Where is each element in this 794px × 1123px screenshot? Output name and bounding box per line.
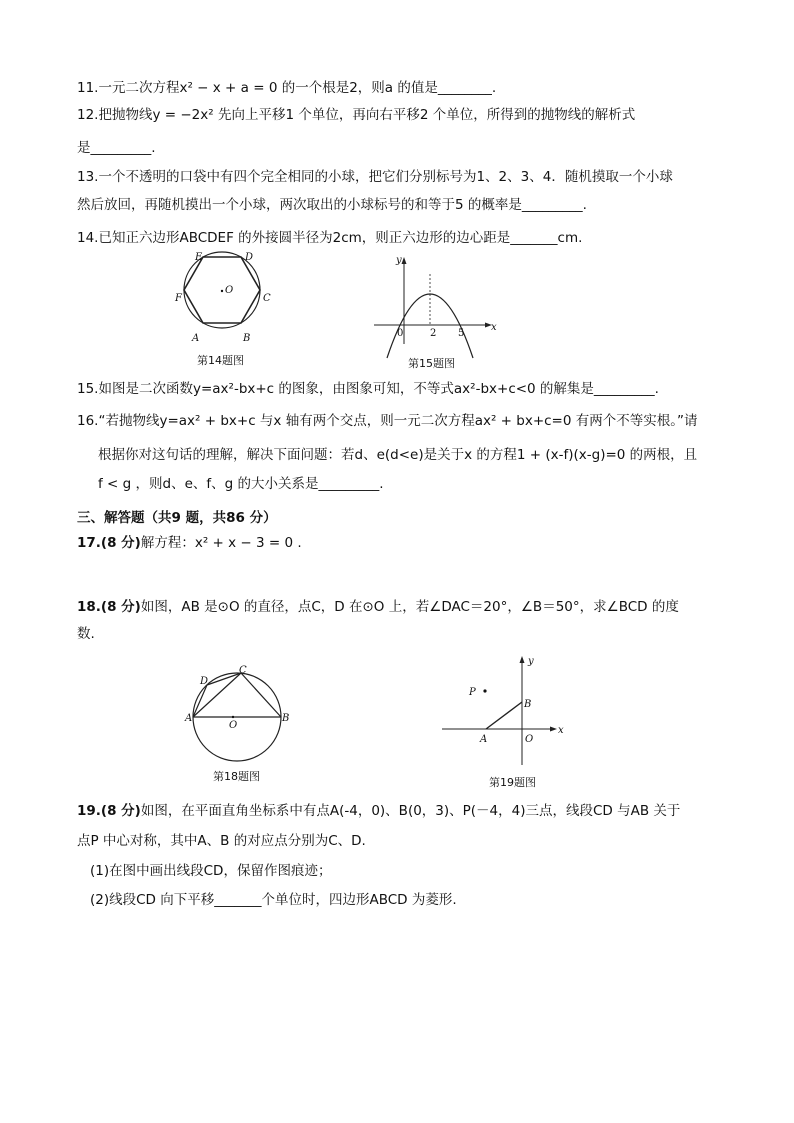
question-15: 15.如图是二次函数y=ax²-bx+c 的图象，由图象可知，不等式ax²-bx+c<0 的解集是_________.: [77, 381, 659, 397]
fig15-label-x: x: [491, 322, 497, 333]
fig19-label-P: P: [469, 687, 476, 698]
question-18-line-2: 数.: [77, 626, 95, 642]
question-18-number: 18.(8 分): [77, 599, 141, 615]
fig18-label-B: B: [282, 713, 290, 724]
question-12-line-2: 是_________.: [77, 140, 156, 156]
question-19-text: 如图，在平面直角坐标系中有点A(-4，0)、B(0，3)、P(－4，4)三点，线段CD 与AB 关于: [140, 803, 681, 819]
question-17-number: 17.(8 分): [77, 535, 141, 551]
fig18-label-O: O: [229, 720, 238, 731]
figure-14-hexagon: [170, 250, 280, 350]
fig14-label-B: B: [243, 333, 251, 344]
fig18-label-A: A: [185, 713, 193, 724]
fig19-label-A: A: [480, 734, 488, 745]
figure-19-caption: 第19题图: [489, 776, 536, 789]
question-14: 14.已知正六边形ABCDEF 的外接圆半径为2cm，则正六边形的边心距是_______cm.: [77, 230, 583, 246]
question-11: 11.一元二次方程x² − x + a = 0 的一个根是2，则a 的值是________.: [77, 80, 497, 96]
question-18-text: 如图，AB 是⊙O 的直径，点C，D 在⊙O 上，若∠DAC＝20°，∠B＝50°，求∠BCD 的度: [140, 599, 679, 615]
figure-19-coordinate-plane: [440, 650, 570, 770]
figure-15-caption: 第15题图: [408, 357, 455, 370]
question-12-line-1: 12.把抛物线y = −2x² 先向上平移1 个单位，再向右平移2 个单位，所得到的抛物线的解析式: [77, 107, 636, 123]
figure-14-caption: 第14题图: [197, 354, 244, 367]
fig14-label-C: C: [263, 293, 271, 304]
question-16-line-3: f < g ，则d、e、f、g 的大小关系是_________.: [98, 476, 384, 492]
fig15-label-y: y: [396, 255, 402, 266]
fig19-label-y: y: [528, 656, 534, 667]
figure-15-parabola: [370, 248, 500, 348]
fig14-label-F: F: [175, 293, 182, 304]
fig18-label-C: C: [239, 665, 247, 676]
question-19-number: 19.(8 分): [77, 803, 141, 819]
question-13-line-2: 然后放回，再随机摸出一个小球，两次取出的小球标号的和等于5 的概率是_________.: [77, 197, 587, 213]
fig14-label-E: E: [195, 252, 203, 263]
fig15-label-zero: 0: [397, 328, 404, 339]
question-17-text: 解方程：x² + x − 3 = 0 .: [140, 535, 302, 551]
fig19-label-O: O: [525, 734, 534, 745]
question-13-line-1: 13.一个不透明的口袋中有四个完全相同的小球，把它们分别标号为1、2、3、4．随机摸取一个小球: [77, 169, 673, 185]
fig14-label-A: A: [192, 333, 200, 344]
question-17: [77, 534, 302, 552]
question-19: [77, 802, 680, 820]
question-18: [77, 598, 679, 616]
question-19-line-2: 点P 中心对称，其中A、B 的对应点分别为C、D.: [77, 833, 366, 849]
question-19-part-2: (2)线段CD 向下平移_______个单位时，四边形ABCD 为菱形.: [90, 892, 457, 908]
fig15-label-two: 2: [430, 328, 437, 339]
figure-18-caption: 第18题图: [213, 770, 260, 783]
figure-18-circle: [185, 665, 295, 765]
fig18-label-D: D: [200, 676, 209, 687]
fig19-label-x: x: [558, 725, 564, 736]
question-19-part-1: (1)在图中画出线段CD，保留作图痕迹；: [90, 863, 332, 879]
fig15-label-five: 5: [458, 328, 465, 339]
fig14-label-O: O: [225, 285, 234, 296]
question-16-line-2: 根据你对这句话的理解，解决下面问题：若d、e(d<e)是关于x 的方程1 + (x-f)(x-g)=0 的两根，且: [98, 447, 698, 463]
question-16-line-1: 16.“若抛物线y=ax² + bx+c 与x 轴有两个交点，则一元二次方程ax² + bx+c=0 有两个不等实根。”请: [77, 413, 698, 429]
fig19-label-B: B: [524, 699, 532, 710]
fig14-label-D: D: [245, 252, 254, 263]
section-3-heading: 三、解答题（共9 题，共86 分）: [77, 510, 277, 526]
